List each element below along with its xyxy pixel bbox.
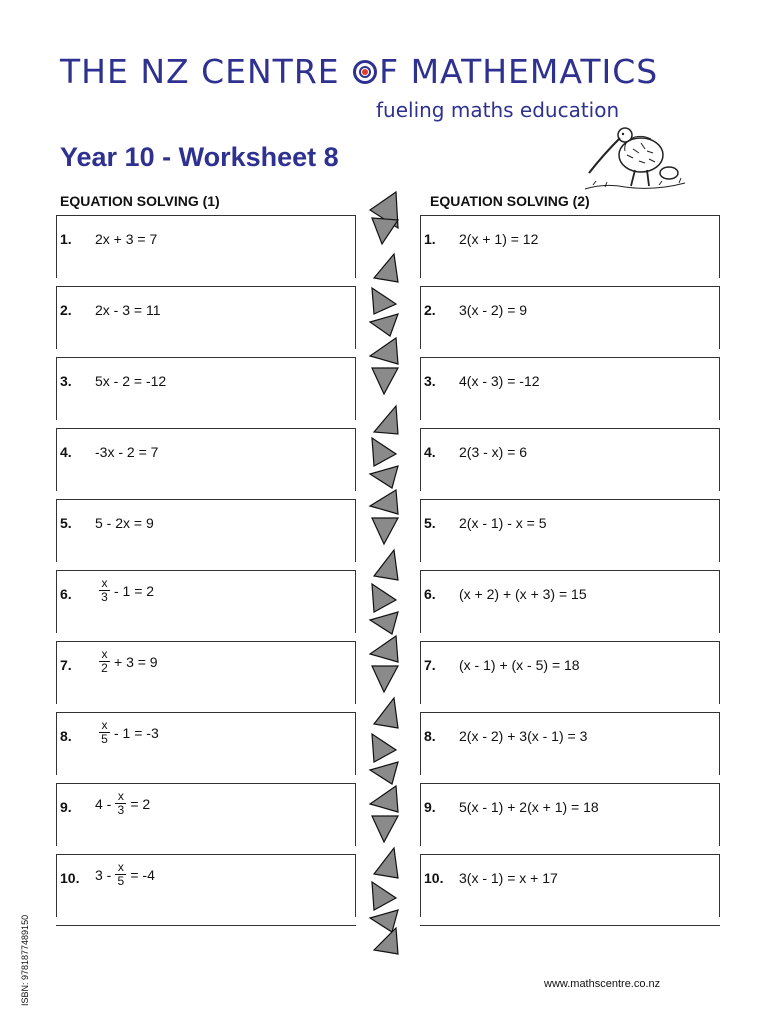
- question-box[interactable]: [420, 215, 720, 286]
- question-box[interactable]: [420, 854, 720, 926]
- right-question-column: [420, 215, 720, 926]
- tagline: fueling maths education: [376, 98, 620, 122]
- equation: [95, 648, 158, 675]
- question-box[interactable]: [56, 286, 356, 357]
- equation-text: (x + 2) + (x + 3) = 15: [459, 586, 587, 602]
- equation: [95, 373, 166, 389]
- equation-text: - 1 = -3: [114, 724, 159, 741]
- brand-text-start: THE NZ CENTRE: [60, 52, 352, 91]
- equation-text: 2x - 3 = 11: [95, 302, 161, 318]
- denominator: 5: [117, 874, 125, 888]
- equation-text: 2(3 - x) = 6: [459, 444, 528, 460]
- equation-text: 2x + 3 = 7: [95, 231, 158, 247]
- question-number: 7.: [60, 657, 72, 673]
- triangle-shape: [370, 762, 398, 784]
- triangle-shape: [372, 368, 398, 394]
- target-logo-icon: [353, 60, 377, 84]
- question-number: 5.: [424, 515, 436, 531]
- question-number: 5.: [60, 515, 72, 531]
- denominator: 3: [101, 590, 108, 604]
- triangle-shape: [374, 254, 398, 282]
- question-number: 7.: [424, 657, 436, 673]
- question-number: 2.: [424, 302, 436, 318]
- question-number: 8.: [424, 728, 436, 744]
- question-number: 3.: [60, 373, 72, 389]
- fraction: [99, 648, 110, 675]
- triangle-shape: [372, 734, 396, 762]
- triangle-shape: [374, 550, 398, 580]
- question-number: 6.: [60, 586, 72, 602]
- triangle-shape: [374, 928, 398, 954]
- triangle-shape: [370, 612, 398, 634]
- equation: [95, 719, 159, 746]
- equation: [95, 444, 158, 460]
- question-box[interactable]: [420, 641, 720, 712]
- question-number: 1.: [60, 231, 72, 247]
- question-box[interactable]: [56, 641, 356, 712]
- equation: [95, 790, 150, 817]
- triangle-shape: [370, 636, 398, 662]
- equation-text: + 3 = 9: [114, 653, 158, 670]
- equation-text: 3(x - 1) = x + 17: [459, 870, 558, 886]
- question-number: 9.: [424, 799, 436, 815]
- equation: [95, 577, 154, 604]
- question-box[interactable]: [56, 712, 356, 783]
- website-link[interactable]: www.mathscentre.co.nz: [544, 978, 661, 990]
- fraction: [115, 790, 126, 817]
- triangle-shape: [370, 786, 398, 812]
- triangle-shape: [372, 218, 398, 244]
- question-number: 10.: [60, 870, 80, 886]
- left-column-heading: EQUATION SOLVING (1): [60, 193, 220, 209]
- triangle-shape: [372, 288, 396, 314]
- numerator: x: [117, 789, 124, 803]
- denominator: 3: [117, 803, 125, 817]
- numerator: x: [101, 647, 108, 661]
- equation: [95, 302, 161, 318]
- triangle-shape: [374, 406, 398, 434]
- numerator: x: [101, 718, 108, 732]
- question-box[interactable]: [420, 712, 720, 783]
- question-box[interactable]: [420, 428, 720, 499]
- numerator: x: [101, 576, 108, 590]
- triangle-shape: [370, 466, 398, 488]
- question-box[interactable]: [56, 357, 356, 428]
- question-number: 8.: [60, 728, 72, 744]
- question-box[interactable]: [420, 783, 720, 854]
- numerator: x: [117, 860, 124, 874]
- question-number: 4.: [424, 444, 436, 460]
- denominator: 5: [101, 732, 108, 746]
- denominator: 2: [101, 661, 108, 675]
- question-number: 6.: [424, 586, 436, 602]
- equation-text: = 2: [130, 795, 151, 812]
- equation-text: 2(x + 1) = 12: [459, 231, 539, 247]
- equation-text: 5x - 2 = -12: [95, 373, 167, 389]
- triangle-shape: [370, 314, 398, 336]
- fraction: [99, 719, 110, 746]
- triangle-shape: [372, 882, 396, 910]
- question-box[interactable]: [420, 499, 720, 570]
- question-box[interactable]: [56, 783, 356, 854]
- page-title: Year 10 - Worksheet 8: [60, 142, 339, 172]
- triangle-shape: [372, 518, 398, 544]
- equation-text: 2(x - 1) - x = 5: [459, 515, 547, 531]
- question-box[interactable]: [56, 499, 356, 570]
- question-number: 1.: [424, 231, 436, 247]
- equation-text: - 1 = 2: [114, 582, 155, 599]
- triangle-shape: [370, 338, 398, 364]
- equation-text: 4 -: [95, 795, 112, 812]
- question-number: 4.: [60, 444, 72, 460]
- equation: [95, 861, 155, 888]
- triangle-shape: [370, 490, 398, 514]
- question-box[interactable]: [420, 286, 720, 357]
- triangle-shape: [372, 666, 398, 692]
- question-box[interactable]: [56, 215, 356, 286]
- equation-text: 3(x - 2) = 9: [459, 302, 528, 318]
- fraction: [115, 861, 126, 888]
- triangle-shape: [372, 584, 396, 612]
- question-number: 10.: [424, 870, 444, 886]
- brand-text-end: F MATHEMATICS: [379, 52, 659, 91]
- triangle-shape: [370, 910, 398, 932]
- equation-text: 3 -: [95, 866, 112, 883]
- question-box[interactable]: [420, 570, 720, 641]
- question-number: 2.: [60, 302, 72, 318]
- equation: [95, 231, 157, 247]
- equation-text: (x - 1) + (x - 5) = 18: [459, 657, 580, 673]
- equation-text: = -4: [130, 866, 155, 883]
- equation-text: 5 - 2x = 9: [95, 515, 154, 531]
- triangle-shape: [374, 698, 398, 728]
- triangle-shape: [372, 816, 398, 842]
- kiwi-bird-icon: [575, 115, 695, 195]
- right-column-heading: EQUATION SOLVING (2): [430, 193, 590, 209]
- equation: [95, 515, 154, 531]
- triangle-shape: [372, 438, 396, 466]
- question-box[interactable]: [56, 428, 356, 499]
- brand-title: [60, 52, 700, 91]
- triangle-divider-art: [366, 188, 404, 958]
- fraction: [99, 577, 110, 604]
- isbn-label: ISBN: 9781877489150: [20, 914, 30, 1006]
- equation-text: 5(x - 1) + 2(x + 1) = 18: [459, 799, 599, 815]
- question-box[interactable]: [56, 854, 356, 926]
- left-question-column: [56, 215, 356, 926]
- equation-text: -3x - 2 = 7: [95, 444, 159, 460]
- equation-text: 4(x - 3) = -12: [459, 373, 540, 389]
- equation-text: 2(x - 2) + 3(x - 1) = 3: [459, 728, 588, 744]
- triangle-shape: [374, 848, 398, 878]
- question-box[interactable]: [56, 570, 356, 641]
- question-number: 9.: [60, 799, 72, 815]
- question-box[interactable]: [420, 357, 720, 428]
- question-number: 3.: [424, 373, 436, 389]
